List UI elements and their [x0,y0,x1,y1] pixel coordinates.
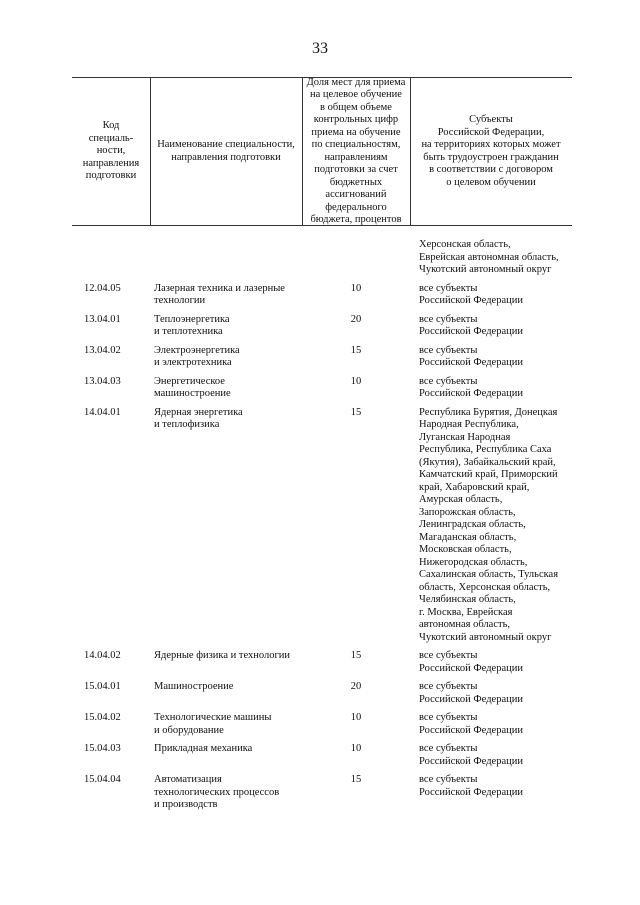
page-number: 33 [312,40,328,57]
header-line: Код [102,120,120,132]
table-row [72,376,572,401]
specialty-code: 12.04.05 [84,282,121,294]
federation-subjects: все субъекты Российской Федерации [419,774,523,798]
federation-subjects: все субъекты Российской Федерации [419,681,523,705]
header-line: бюджета, процентов [310,214,402,225]
specialty-name: Ядерная энергетика и теплофизика [154,406,243,430]
specialty-name: Автоматизация технологических процессов и производств [154,774,280,810]
specialty-code: 15.04.02 [84,712,121,723]
header-line: Российской Федерации, [437,126,545,138]
table-row [72,283,572,308]
target-share-percent: 20 [350,681,362,692]
header-line: ности, [96,145,126,157]
header-line: направлениям [324,151,388,163]
header-line: Доля мест для приема [306,76,406,88]
table-row [72,681,572,706]
specialty-name: Энергетическое машиностроение [154,375,231,399]
header-line: в общем объеме [320,101,392,113]
header-subjects [410,78,572,225]
header-line: направления [82,157,140,169]
specialty-name: Ядерные физика и технологии [154,650,291,661]
table-body [72,239,572,818]
header-line: в соответствии с договором [429,164,553,175]
table-row [72,650,572,675]
federation-subjects: Херсонская область, Еврейская автономная область, Чукотский автономный округ [419,239,559,275]
target-share-percent: 20 [350,313,362,325]
specialty-code [72,239,150,277]
header-line: ассигнований [325,189,387,200]
header-code [72,78,150,225]
header-line: направления подготовки [171,151,281,163]
header-line: по специальностям, [311,139,401,150]
header-line: о целевом обучении [446,176,536,188]
specialty-code: 15.04.01 [84,681,121,692]
table-row [72,407,572,645]
federation-subjects: все субъекты Российской Федерации [419,650,523,674]
target-share-percent: 10 [350,282,362,294]
specialty-code: 13.04.02 [84,344,121,356]
target-share-percent: 15 [350,650,362,661]
federation-subjects: все субъекты Российской Федерации [419,282,523,306]
header-line: на целевое обучение [310,89,402,100]
header-name [150,78,302,225]
specialty-code: 14.04.01 [84,406,121,418]
table-row [72,345,572,370]
target-share-percent: 15 [350,344,362,356]
specialty-name: Теплоэнергетика и теплотехника [154,313,230,337]
target-share-percent: 15 [350,774,362,785]
header-line: специаль- [88,132,134,144]
header-line: бюджетных [329,176,383,188]
table-header [72,77,572,226]
target-share-percent: 15 [350,406,362,418]
table-row [72,743,572,768]
specialty-code: 15.04.03 [84,743,121,754]
target-share-percent: 10 [350,375,362,387]
header-line: на территориях которых может [421,139,561,150]
federation-subjects: все субъекты Российской Федерации [419,743,523,767]
specialty-code: 13.04.01 [84,313,121,325]
federation-subjects: Республика Бурятия, Донецкая Народная Республика, Луганская Народная Республика, Республика Саха (Якутия), Забайкальский край, Камчатский край, Приморский край, Хабаровский край, Амурская область, Запорожская область, Ленинградская область, Магаданская область, Московская область, Нижегородская область, Сахалинская область, Тульская область, Херсонская область, Челябинская область, г. Москва, Еврейская автономная область, Чукотский автономный округ [419,406,559,643]
specialty-name: Электроэнергетика и электротехника [154,344,240,368]
specialty-code: 13.04.03 [84,375,121,387]
header-line: контрольных цифр [313,114,399,125]
header-line: федерального [325,201,387,213]
specialty-name: Прикладная механика [154,743,253,754]
header-line: быть трудоустроен гражданин [423,151,559,163]
target-share-percent [302,239,410,277]
federation-subjects: все субъекты Российской Федерации [419,313,523,337]
specialty-code: 14.04.02 [84,650,121,661]
header-line: Субъекты [469,114,513,125]
federation-subjects: все субъекты Российской Федерации [419,375,523,399]
header-share [302,78,410,225]
header-line: Наименование специальности, [157,139,295,150]
specialty-code: 15.04.04 [84,774,121,785]
header-line: подготовки [85,170,137,182]
table-row [72,239,572,277]
table-row [72,314,572,339]
table-row [72,712,572,737]
target-share-percent: 10 [350,743,362,754]
specialty-name: Лазерная техника и лазерные технологии [154,282,285,306]
specialty-name: Машиностроение [154,681,234,692]
specialty-name [150,239,302,277]
specialty-name: Технологические машины и оборудование [154,712,272,736]
target-share-percent: 10 [350,712,362,723]
federation-subjects: все субъекты Российской Федерации [419,712,523,736]
federation-subjects: все субъекты Российской Федерации [419,344,523,368]
header-line: подготовки за счет [314,164,398,175]
header-line: приема на обучение [311,126,401,138]
table-row [72,774,572,812]
